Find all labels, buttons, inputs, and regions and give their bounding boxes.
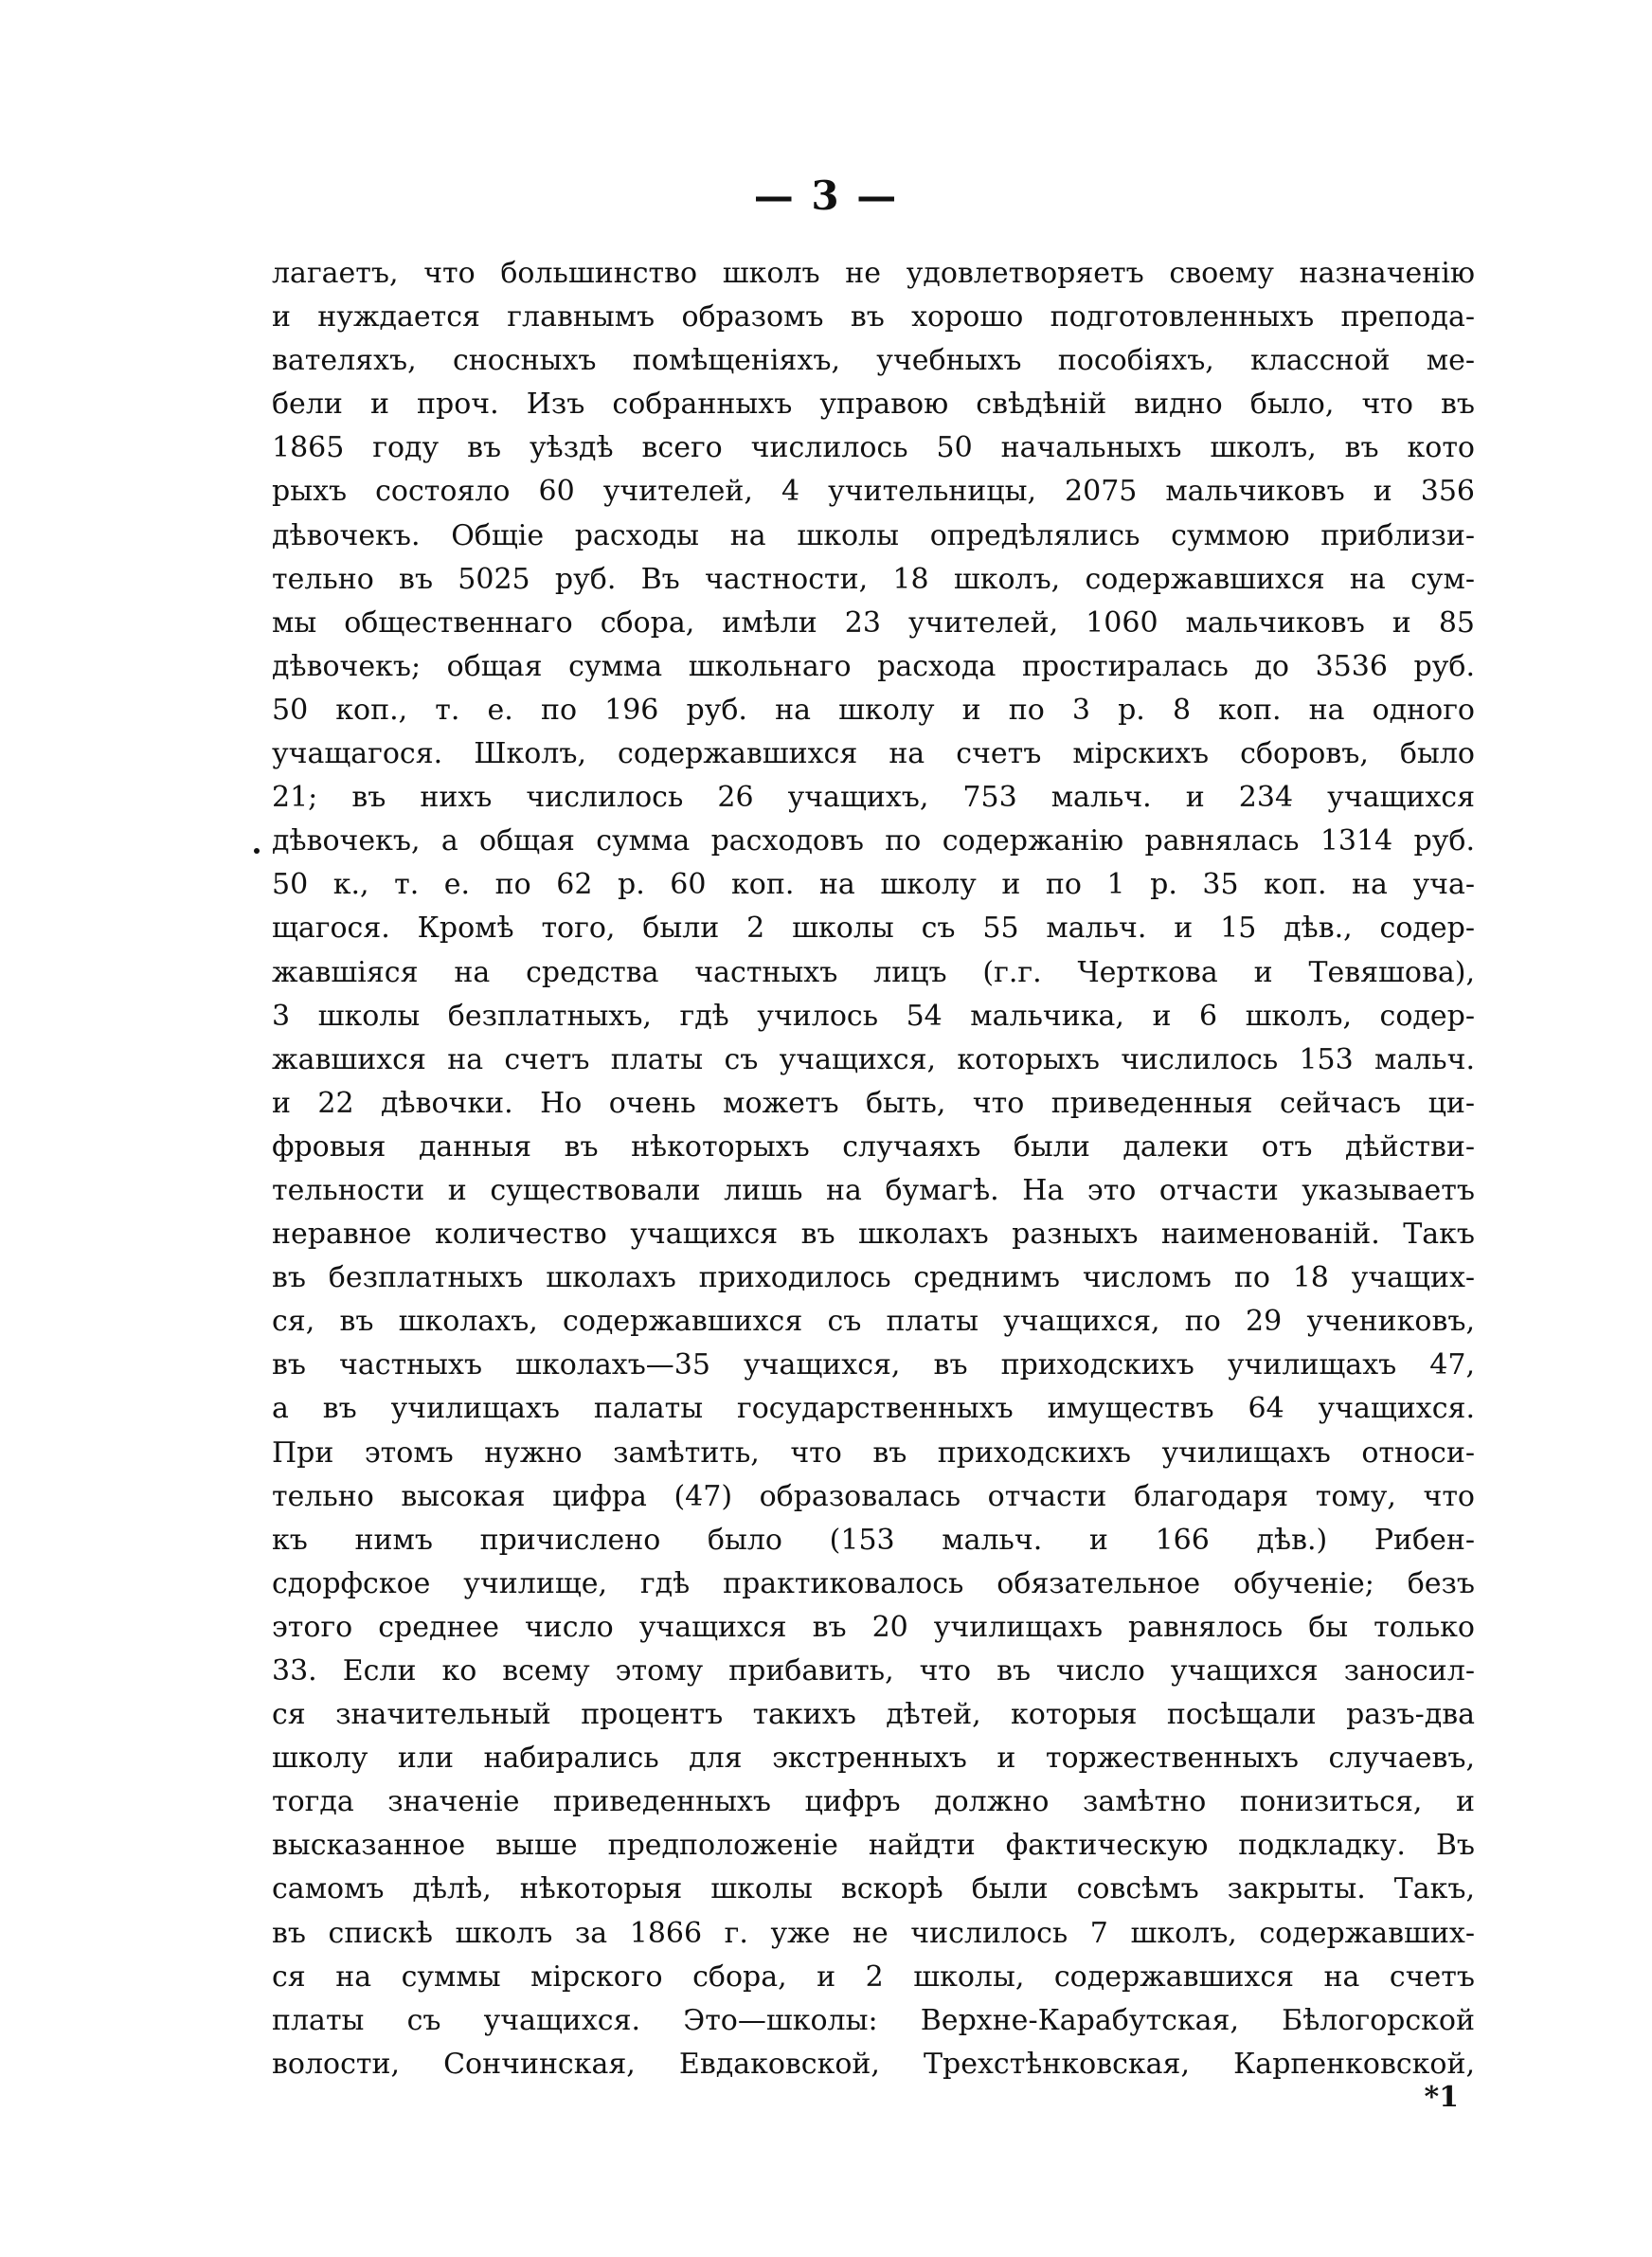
text-line: лагаетъ, что большинство школъ не удовлетворяетъ своему назначенію	[272, 257, 1475, 290]
text-line: 1865 году въ уѣздѣ всего числилось 50 начальныхъ школъ, въ кото	[272, 431, 1475, 465]
text-line: мы общественнаго сбора, имѣли 23 учителей, 1060 мальчиковъ и 85	[272, 605, 1475, 640]
text-line: рыхъ состояло 60 учителей, 4 учительницы, 2075 мальчиковъ и 356	[272, 475, 1475, 509]
text-line: 33. Если ко всему этому прибавить, что въ число учащихся заносил-	[272, 1654, 1475, 1688]
text-line: 3 школы безплатныхъ, гдѣ училось 54 мальчика, и 6 школъ, содер-	[272, 999, 1475, 1033]
text-line: дѣвочекъ; общая сумма школьнаго расхода простиралась до 3536 руб.	[272, 649, 1475, 683]
text-line: этого среднее число учащихся въ 20 училищахъ равнялось бы только	[272, 1610, 1475, 1644]
text-line: и нуждается главнымъ образомъ въ хорошо подготовленныхъ препода-	[272, 300, 1475, 334]
margin-dot-mark	[254, 848, 260, 854]
text-line: 50 к., т. е. по 62 р. 60 коп. на школу и по 1 р. 35 коп. на уча-	[272, 868, 1475, 902]
text-line: фровыя данныя въ нѣкоторыхъ случаяхъ были далеки отъ дѣйстви-	[272, 1129, 1475, 1164]
text-line: къ нимъ причислено было (153 мальч. и 166 дѣв.) Рибен-	[272, 1523, 1475, 1557]
text-line: ся значительный процентъ такихъ дѣтей, которыя посѣщали разъ-два	[272, 1698, 1475, 1732]
text-line: жавшіяся на средства частныхъ лицъ (г.г. Черткова и Тевяшова),	[272, 955, 1475, 989]
text-line: самомъ дѣлѣ, нѣкоторыя школы вскорѣ были совсѣмъ закрыты. Такъ,	[272, 1872, 1475, 1906]
text-line: дѣвочекъ, а общая сумма расходовъ по содержанію равнялась 1314 руб.	[272, 824, 1475, 858]
text-line: школу или набирались для экстренныхъ и торжественныхъ случаевъ,	[272, 1742, 1475, 1776]
text-line: въ спискѣ школъ за 1866 г. уже не числилось 7 школъ, содержавших-	[272, 1916, 1475, 1950]
text-line: 21; въ нихъ числилось 26 учащихъ, 753 мальч. и 234 учащихся	[272, 781, 1475, 815]
text-line: бели и проч. Изъ собранныхъ управою свѣдѣній видно было, что въ	[272, 388, 1475, 422]
text-line: учащагося. Школъ, содержавшихся на счетъ мірскихъ сборовъ, было	[272, 737, 1475, 771]
text-line: тельно въ 5025 руб. Въ частности, 18 школъ, содержавшихся на сум-	[272, 562, 1475, 596]
text-line: и 22 дѣвочки. Но очень можетъ быть, что приведенныя сейчасъ ци-	[272, 1086, 1475, 1120]
text-line: ся, въ школахъ, содержавшихся съ платы учащихся, по 29 учениковъ,	[272, 1305, 1475, 1339]
text-line: платы съ учащихся. Это—школы: Верхне-Карабутская, Бѣлогорской	[272, 2003, 1475, 2037]
text-line: неравное количество учащихся въ школахъ разныхъ наименованій. Такъ	[272, 1218, 1475, 1252]
text-line: въ частныхъ школахъ—35 учащихся, въ приходскихъ училищахъ 47,	[272, 1348, 1475, 1382]
body-text	[272, 252, 1475, 2086]
text-line: вателяхъ, сносныхъ помѣщеніяхъ, учебныхъ пособіяхъ, классной ме-	[272, 344, 1475, 378]
text-line: ся на суммы мірского сбора, и 2 школы, содержавшихся на счетъ	[272, 1959, 1475, 1994]
text-line: въ безплатныхъ школахъ приходилось среднимъ числомъ по 18 учащих-	[272, 1261, 1475, 1295]
page-number: — 3 —	[753, 172, 899, 219]
text-line: тельно высокая цифра (47) образовалась отчасти благодаря тому, что	[272, 1479, 1475, 1513]
text-line: а въ училищахъ палаты государственныхъ имуществъ 64 учащихся.	[272, 1392, 1475, 1426]
text-line: волости, Сончинская, Евдаковской, Трехстѣнковская, Карпенковской,	[272, 2047, 1475, 2081]
text-line: сдорфское училище, гдѣ практиковалось обязательное обученіе; безъ	[272, 1566, 1475, 1600]
text-line: щагося. Кромѣ того, были 2 школы съ 55 мальч. и 15 дѣв., содер-	[272, 912, 1475, 946]
text-line: 50 коп., т. е. по 196 руб. на школу и по 3 р. 8 коп. на одного	[272, 693, 1475, 727]
text-line: При этомъ нужно замѣтить, что въ приходскихъ училищахъ относи-	[272, 1435, 1475, 1470]
text-line: жавшихся на счетъ платы съ учащихся, которыхъ числилось 153 мальч.	[272, 1042, 1475, 1076]
text-line: дѣвочекъ. Общіе расходы на школы опредѣлялись суммою приблизи-	[272, 518, 1475, 552]
text-line: тогда значеніе приведенныхъ цифръ должно замѣтно понизиться, и	[272, 1785, 1475, 1819]
text-line: тельности и существовали лишь на бумагѣ. На это отчасти указываетъ	[272, 1173, 1475, 1207]
signature-mark: *1	[1424, 2081, 1459, 2114]
text-line: высказанное выше предположеніе найдти фактическую подкладку. Въ	[272, 1829, 1475, 1863]
